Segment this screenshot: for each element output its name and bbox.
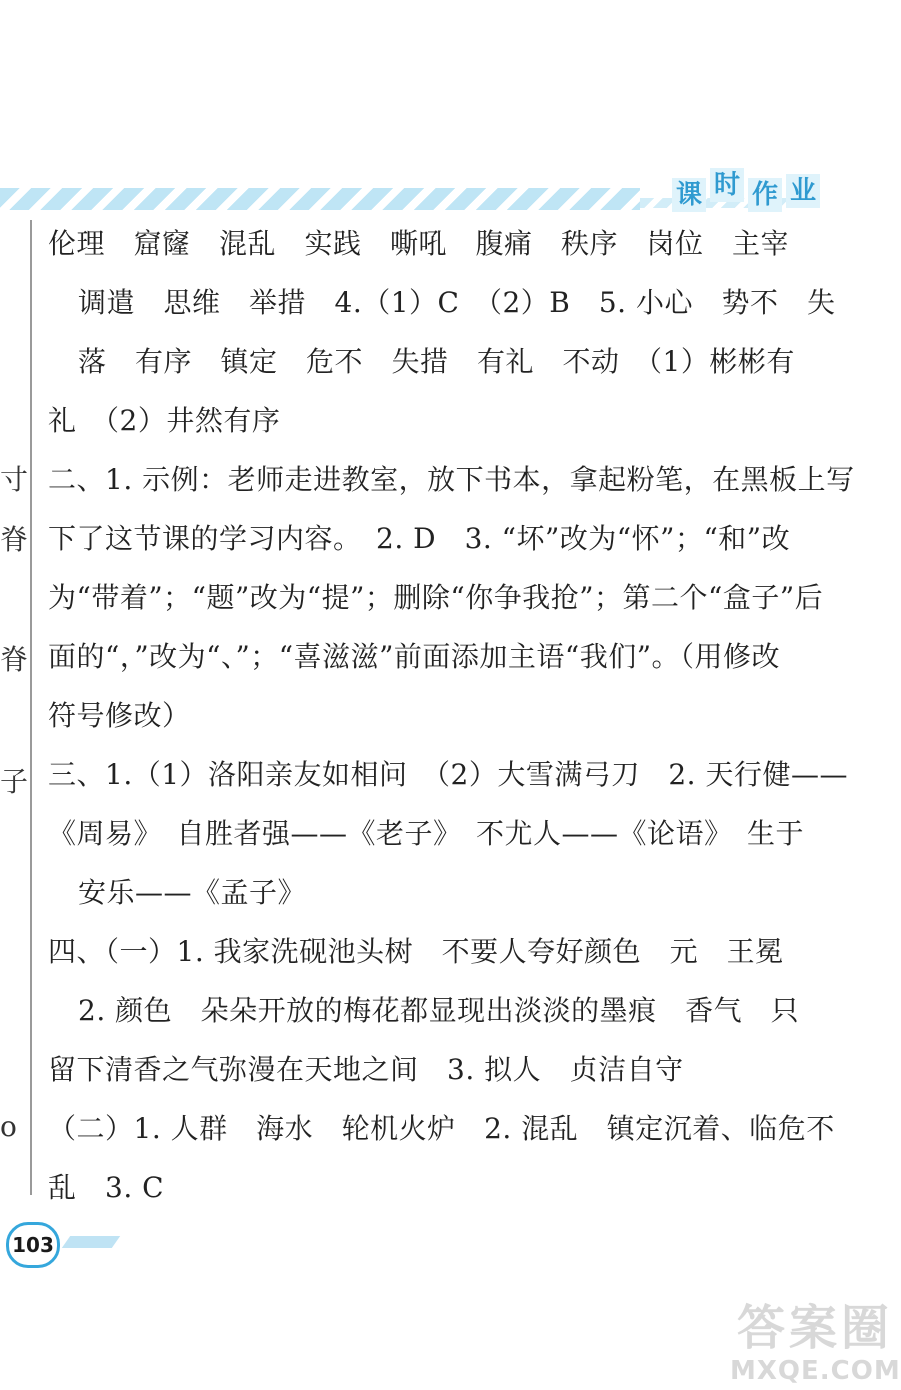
page-badge-tail (62, 1236, 120, 1248)
text-line: 二、1. 示例：老师走进教室，放下书本，拿起粉笔，在黑板上写 (48, 463, 855, 496)
header-stripe-band (0, 188, 640, 210)
watermark (730, 1300, 900, 1386)
margin-fragment: 脊 (0, 643, 29, 676)
text-line: 伦理 窟窿 混乱 实践 嘶吼 腹痛 秩序 岗位 主宰 (48, 227, 790, 260)
title-char: 课 (672, 178, 706, 212)
text-line: 调遣 思维 举措 4.（1）C （2）B 5. 小心 势不 失 (78, 286, 836, 319)
text-line: 礼 （2）井然有序 (48, 404, 281, 437)
answer-text-block (48, 222, 855, 1225)
text-line: 三、1.（1）洛阳亲友如相问 （2）大雪满弓刀 2. 天行健—— (48, 758, 848, 791)
text-line: 乱 3. C (48, 1171, 165, 1204)
section-title-badge (672, 168, 820, 212)
text-line: 留下清香之气弥漫在天地之间 3. 拟人 贞洁自守 (48, 1053, 684, 1086)
text-line: 《周易》 自胜者强——《老子》 不尤人——《论语》 生于 (48, 817, 805, 850)
text-line: （二）1. 人群 海水 轮机火炉 2. 混乱 镇定沉着、临危不 (48, 1112, 835, 1145)
title-char: 业 (786, 174, 820, 208)
margin-fragment: 寸 (0, 463, 29, 496)
text-line: 为“带着”；“题”改为“提”；删除“你争我抢”；第二个“盒子”后 (48, 581, 824, 614)
text-line: 落 有序 镇定 危不 失措 有礼 不动 （1）彬彬有 (78, 345, 795, 378)
page-number-badge (6, 1222, 60, 1268)
margin-fragment: 脊 (0, 523, 29, 556)
watermark-url: MXQE.COM (730, 1356, 901, 1386)
title-char: 时 (710, 168, 744, 202)
text-line: 下了这节课的学习内容。 2. D 3. “坏”改为“怀”；“和”改 (48, 522, 791, 555)
title-char: 作 (748, 178, 782, 212)
margin-fragment: o (0, 1110, 17, 1143)
text-line: 面的“，”改为“、”；“喜滋滋”前面添加主语“我们”。（用修改 (48, 640, 781, 673)
left-margin-rule (30, 220, 32, 1195)
page-number: 103 (12, 1233, 54, 1257)
watermark-logo: 答案圈 (736, 1300, 893, 1356)
text-line: 2. 颜色 朵朵开放的梅花都显现出淡淡的墨痕 香气 只 (78, 994, 800, 1027)
text-line: 符号修改） (48, 699, 191, 732)
margin-fragment: 子 (0, 765, 29, 798)
text-line: 安乐——《孟子》 (78, 876, 307, 909)
text-line: 四、（一）1. 我家洗砚池头树 不要人夸好颜色 元 王冕 (48, 935, 784, 968)
